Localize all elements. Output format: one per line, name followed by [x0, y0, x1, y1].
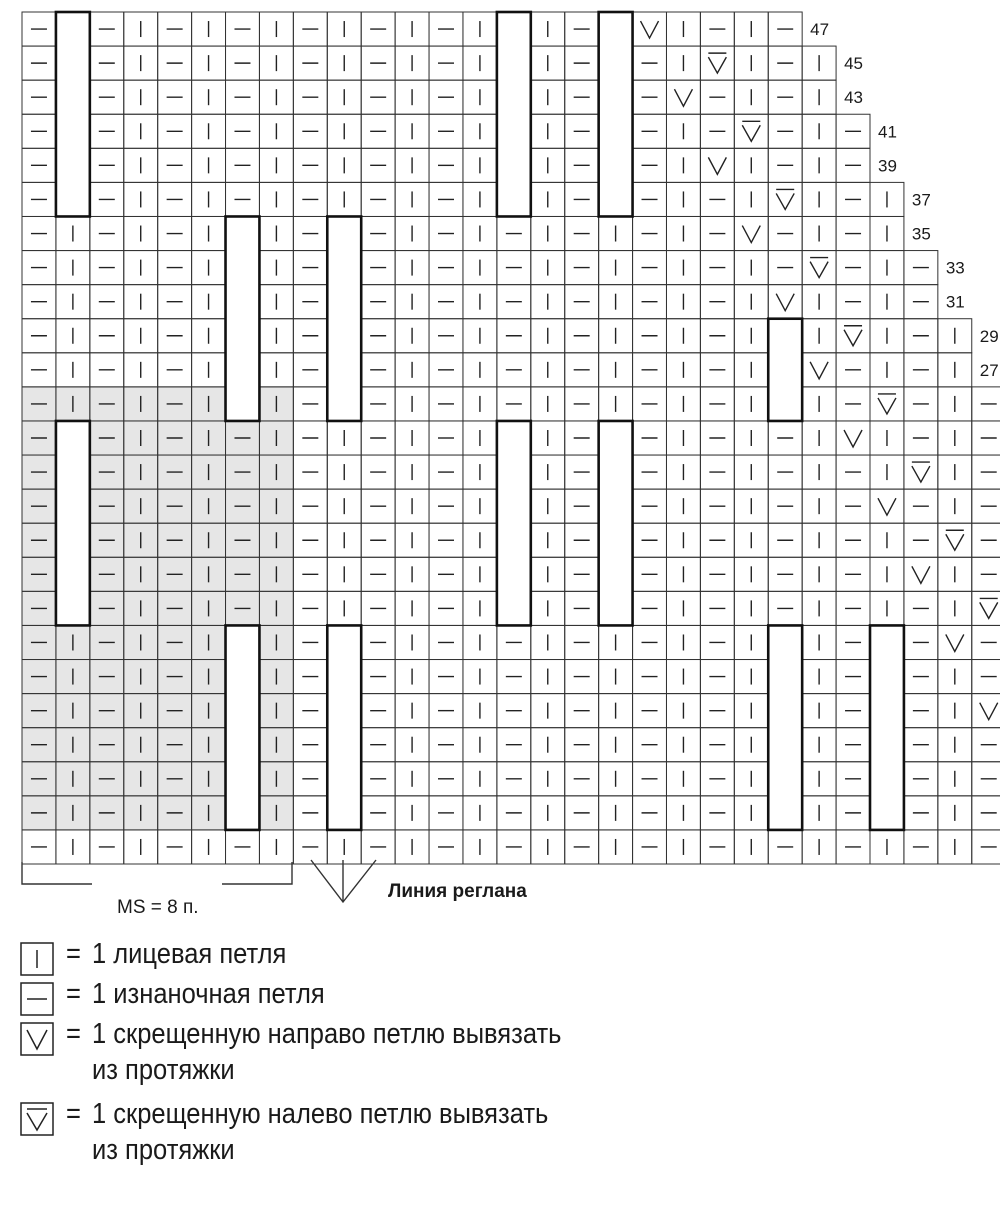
raglan-line-marker [311, 860, 376, 902]
legend-text-continued: из протяжки [92, 1134, 235, 1166]
cable-block [327, 625, 361, 829]
legend-text: 1 лицевая петля [92, 938, 287, 970]
twisted-right-stitch-icon [708, 157, 726, 174]
legend-text-continued: из протяжки [92, 1054, 235, 1086]
legend-equals: = [66, 1098, 81, 1130]
twisted-right-stitch-icon [810, 362, 828, 379]
chart-cell [836, 319, 870, 353]
twisted-right-stitch-icon [641, 21, 659, 38]
knit-stitch-icon [20, 942, 54, 976]
twisted-right-stitch-icon [912, 566, 930, 583]
legend-text: 1 скрещенную направо петлю вывязать [92, 1018, 562, 1050]
legend-equals: = [66, 1018, 81, 1050]
cable-block [56, 421, 90, 625]
row-number-label: 47 [810, 20, 830, 40]
chart-cell [802, 353, 836, 387]
ms-bracket [22, 862, 292, 884]
cable-block [768, 319, 802, 421]
twisted-right-stitch-icon [946, 634, 964, 651]
twisted-left-stitch-icon [878, 398, 896, 414]
row-number-label: 35 [911, 224, 931, 244]
chart-cell [938, 523, 972, 557]
twisted-right-stitch-icon [980, 703, 998, 720]
row-number-label: 27 [979, 360, 999, 380]
twisted-right-stitch-icon [878, 498, 896, 515]
row-number-label: 45 [844, 54, 864, 74]
chart-cell [972, 591, 1000, 625]
twisted-left-stitch-icon [776, 193, 794, 209]
legend-equals: = [66, 938, 81, 970]
chart-cell [734, 114, 768, 148]
cable-block [768, 625, 802, 829]
row-number-label: 37 [911, 190, 931, 210]
cable-block [870, 625, 904, 829]
cable-block [599, 421, 633, 625]
chart-cell [972, 694, 1000, 728]
raglan-label: Линия реглана [388, 881, 527, 902]
chart-cell [666, 80, 700, 114]
cable-block [327, 216, 361, 420]
row-number-label: 29 [979, 326, 999, 346]
twisted-right-stitch-icon [20, 1022, 54, 1056]
legend-text: 1 скрещенную налево петлю вывязать [92, 1098, 549, 1130]
cable-block [599, 12, 633, 216]
chart-cell [802, 251, 836, 285]
twisted-right-stitch-icon [742, 226, 760, 243]
twisted-right-stitch-icon [844, 430, 862, 447]
cable-block [497, 421, 531, 625]
twisted-left-stitch-icon [810, 262, 828, 278]
chart-cell [904, 455, 938, 489]
cable-block [497, 12, 531, 216]
row-number-label: 33 [945, 258, 965, 278]
chart-cell [768, 182, 802, 216]
purl-stitch-icon [20, 982, 54, 1016]
twisted-left-stitch-icon [708, 57, 726, 73]
legend [20, 938, 720, 1198]
row-number-label: 43 [844, 88, 864, 108]
chart-cell [836, 421, 870, 455]
chart-cell [938, 625, 972, 659]
ms-label: MS = 8 п. [117, 897, 199, 918]
chart-cell [700, 148, 734, 182]
twisted-left-stitch-icon [980, 602, 998, 618]
twisted-right-stitch-icon [674, 89, 692, 106]
legend-text: 1 изнаночная петля [92, 978, 325, 1010]
chart-cell [768, 285, 802, 319]
chart-cell [870, 489, 904, 523]
chart-cell [870, 387, 904, 421]
chart-cell [633, 12, 667, 46]
cable-block [226, 216, 260, 420]
cable-block [56, 12, 90, 216]
chart-cell [734, 216, 768, 250]
legend-equals: = [66, 978, 81, 1010]
row-number-label: 31 [945, 292, 965, 312]
twisted-left-stitch-icon [20, 1102, 54, 1136]
twisted-left-stitch-icon [742, 125, 760, 141]
cable-block [226, 625, 260, 829]
row-number-label: 39 [878, 156, 897, 176]
twisted-left-stitch-icon [912, 466, 930, 482]
chart-cell [700, 46, 734, 80]
chart-cell [904, 557, 938, 591]
twisted-left-stitch-icon [844, 330, 862, 346]
twisted-left-stitch-icon [946, 534, 964, 550]
twisted-right-stitch-icon [776, 294, 794, 311]
row-number-label: 41 [878, 122, 897, 142]
